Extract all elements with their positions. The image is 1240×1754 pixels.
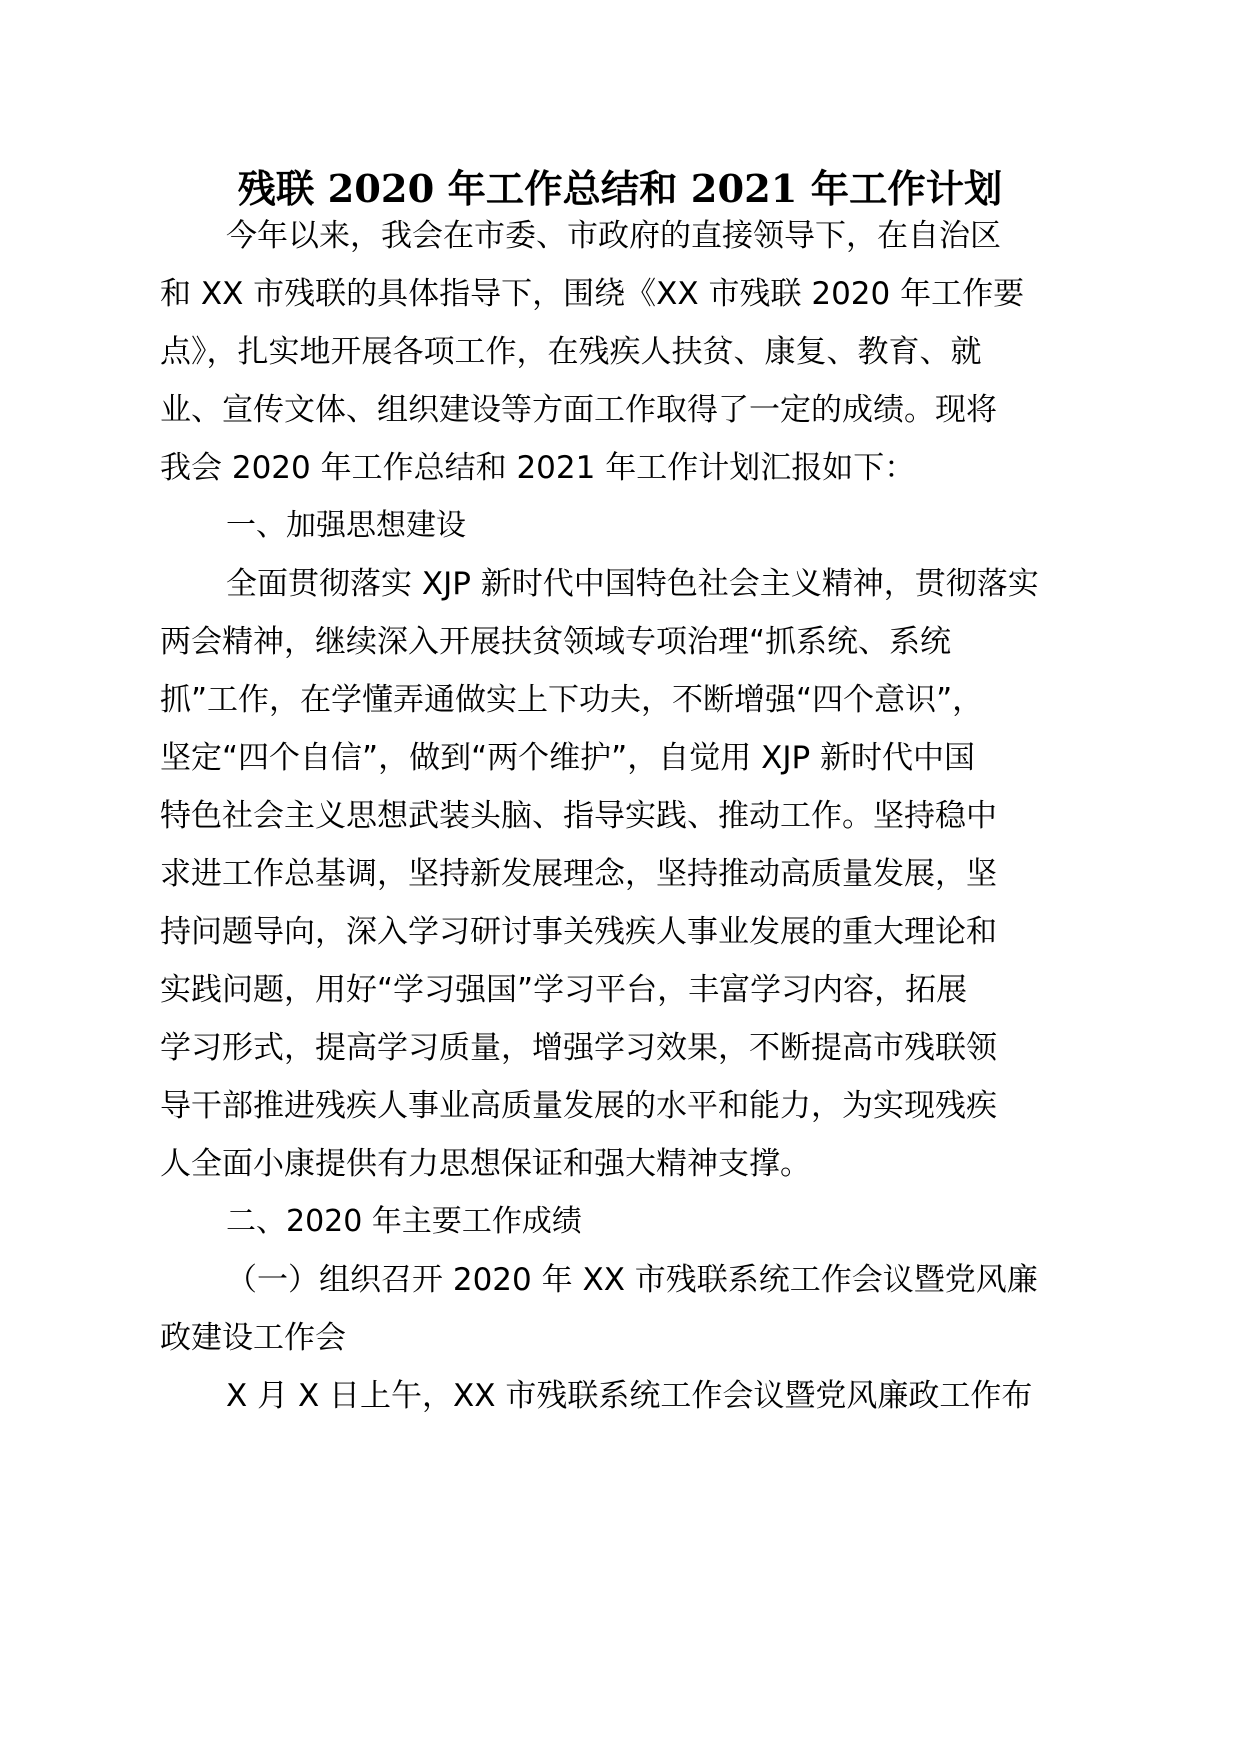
paragraph-line: X 月 X 日上午，XX 市残联系统工作会议暨党风廉政工作布 (226, 1378, 1033, 1414)
paragraph-line: 今年以来，我会在市委、市政府的直接领导下，在自治区 (226, 218, 1001, 254)
paragraph-line: 实践问题，用好“学习强国”学习平台，丰富学习内容，拓展 (160, 972, 968, 1008)
subsection-heading-line: （一）组织召开 2020 年 XX 市残联系统工作会议暨党风廉 (226, 1262, 1038, 1298)
paragraph-line: 求进工作总基调，坚持新发展理念，坚持推动高质量发展，坚 (160, 856, 997, 892)
document-title: 残联 2020 年工作总结和 2021 年工作计划 (237, 167, 1003, 212)
paragraph-line: 坚定“四个自信”，做到“两个维护”，自觉用 XJP 新时代中国 (160, 740, 976, 776)
paragraph-line: 特色社会主义思想武装头脑、指导实践、推动工作。坚持稳中 (160, 798, 997, 834)
paragraph-line: 抓”工作，在学懂弄通做实上下功夫，不断增强“四个意识”， (160, 682, 984, 718)
paragraph-line: 业、宣传文体、组织建设等方面工作取得了一定的成绩。现将 (160, 392, 997, 428)
section-heading: 一、加强思想建设 (226, 508, 466, 543)
paragraph-line: 我会 2020 年工作总结和 2021 年工作计划汇报如下： (160, 450, 916, 486)
paragraph-line: 和 XX 市残联的具体指导下，围绕《XX 市残联 2020 年工作要 (160, 276, 1025, 312)
paragraph-line: 点》，扎实地开展各项工作，在残疾人扶贫、康复、教育、就 (160, 334, 982, 370)
paragraph-line: 导干部推进残疾人事业高质量发展的水平和能力，为实现残疾 (160, 1088, 997, 1124)
paragraph-line: 学习形式，提高学习质量，增强学习效果，不断提高市残联领 (160, 1030, 997, 1066)
subsection-heading-line: 政建设工作会 (160, 1320, 346, 1356)
paragraph-line: 两会精神，继续深入开展扶贫领域专项治理“抓系统、系统 (160, 624, 952, 660)
paragraph-line: 人全面小康提供有力思想保证和强大精神支撑。 (160, 1146, 811, 1182)
paragraph-line: 全面贯彻落实 XJP 新时代中国特色社会主义精神，贯彻落实 (226, 566, 1039, 602)
section-heading: 二、2020 年主要工作成绩 (226, 1204, 582, 1239)
paragraph-line: 持问题导向，深入学习研讨事关残疾人事业发展的重大理论和 (160, 914, 997, 950)
